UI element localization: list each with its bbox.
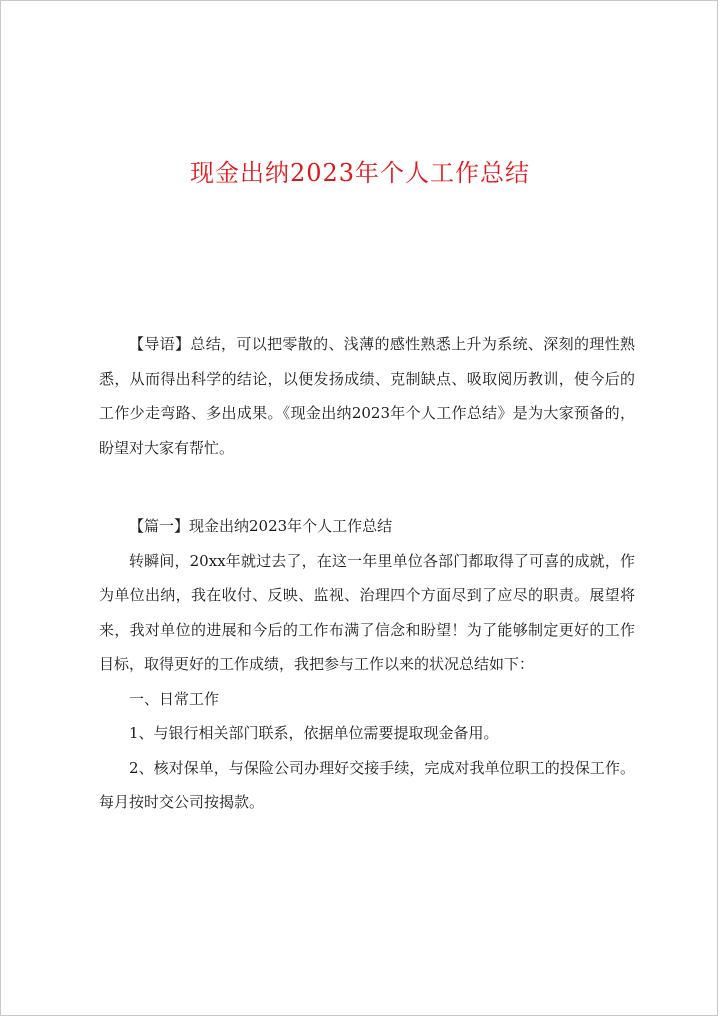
list-item: 1、与银行相关部门联系，依据单位需要提取现金备用。 bbox=[129, 724, 499, 742]
subheading: 一、日常工作 bbox=[129, 689, 220, 708]
list-item: 2、核对保单，与保险公司办理好交接手续，完成对我单位职工的投保工作。每月按时交公司按揭款。 bbox=[99, 758, 635, 811]
paragraph-gap bbox=[99, 465, 635, 509]
section-heading: 【篇一】现金出纳2023年个人工作总结 bbox=[129, 517, 393, 535]
intro-paragraph: 【导语】总结，可以把零散的、浅薄的感性熟悉上升为系统、深刻的理性熟悉，从而得出科学的结论，以便发扬成绩、克制缺点、吸取阅历教训，使今后的工作少走弯路、多出成果。《现金出纳2023年个人工作总结》是为大家预备的，盼望对大家有帮忙。 bbox=[99, 335, 635, 457]
body-paragraph: 转瞬间，20xx年就过去了，在这一年里单位各部门都取得了可喜的成就，作为单位出纳，我在收付、反映、监视、治理四个方面尽到了应尽的职责。展望将来，我对单位的进展和今后的工作布满了信念和盼望！为了能够制定更好的工作目标，取得更好的工作成绩，我把参与工作以来的状况总结如下： bbox=[99, 551, 635, 673]
document-title: 现金出纳2023年个人工作总结 bbox=[189, 159, 531, 187]
document-body bbox=[99, 327, 635, 820]
